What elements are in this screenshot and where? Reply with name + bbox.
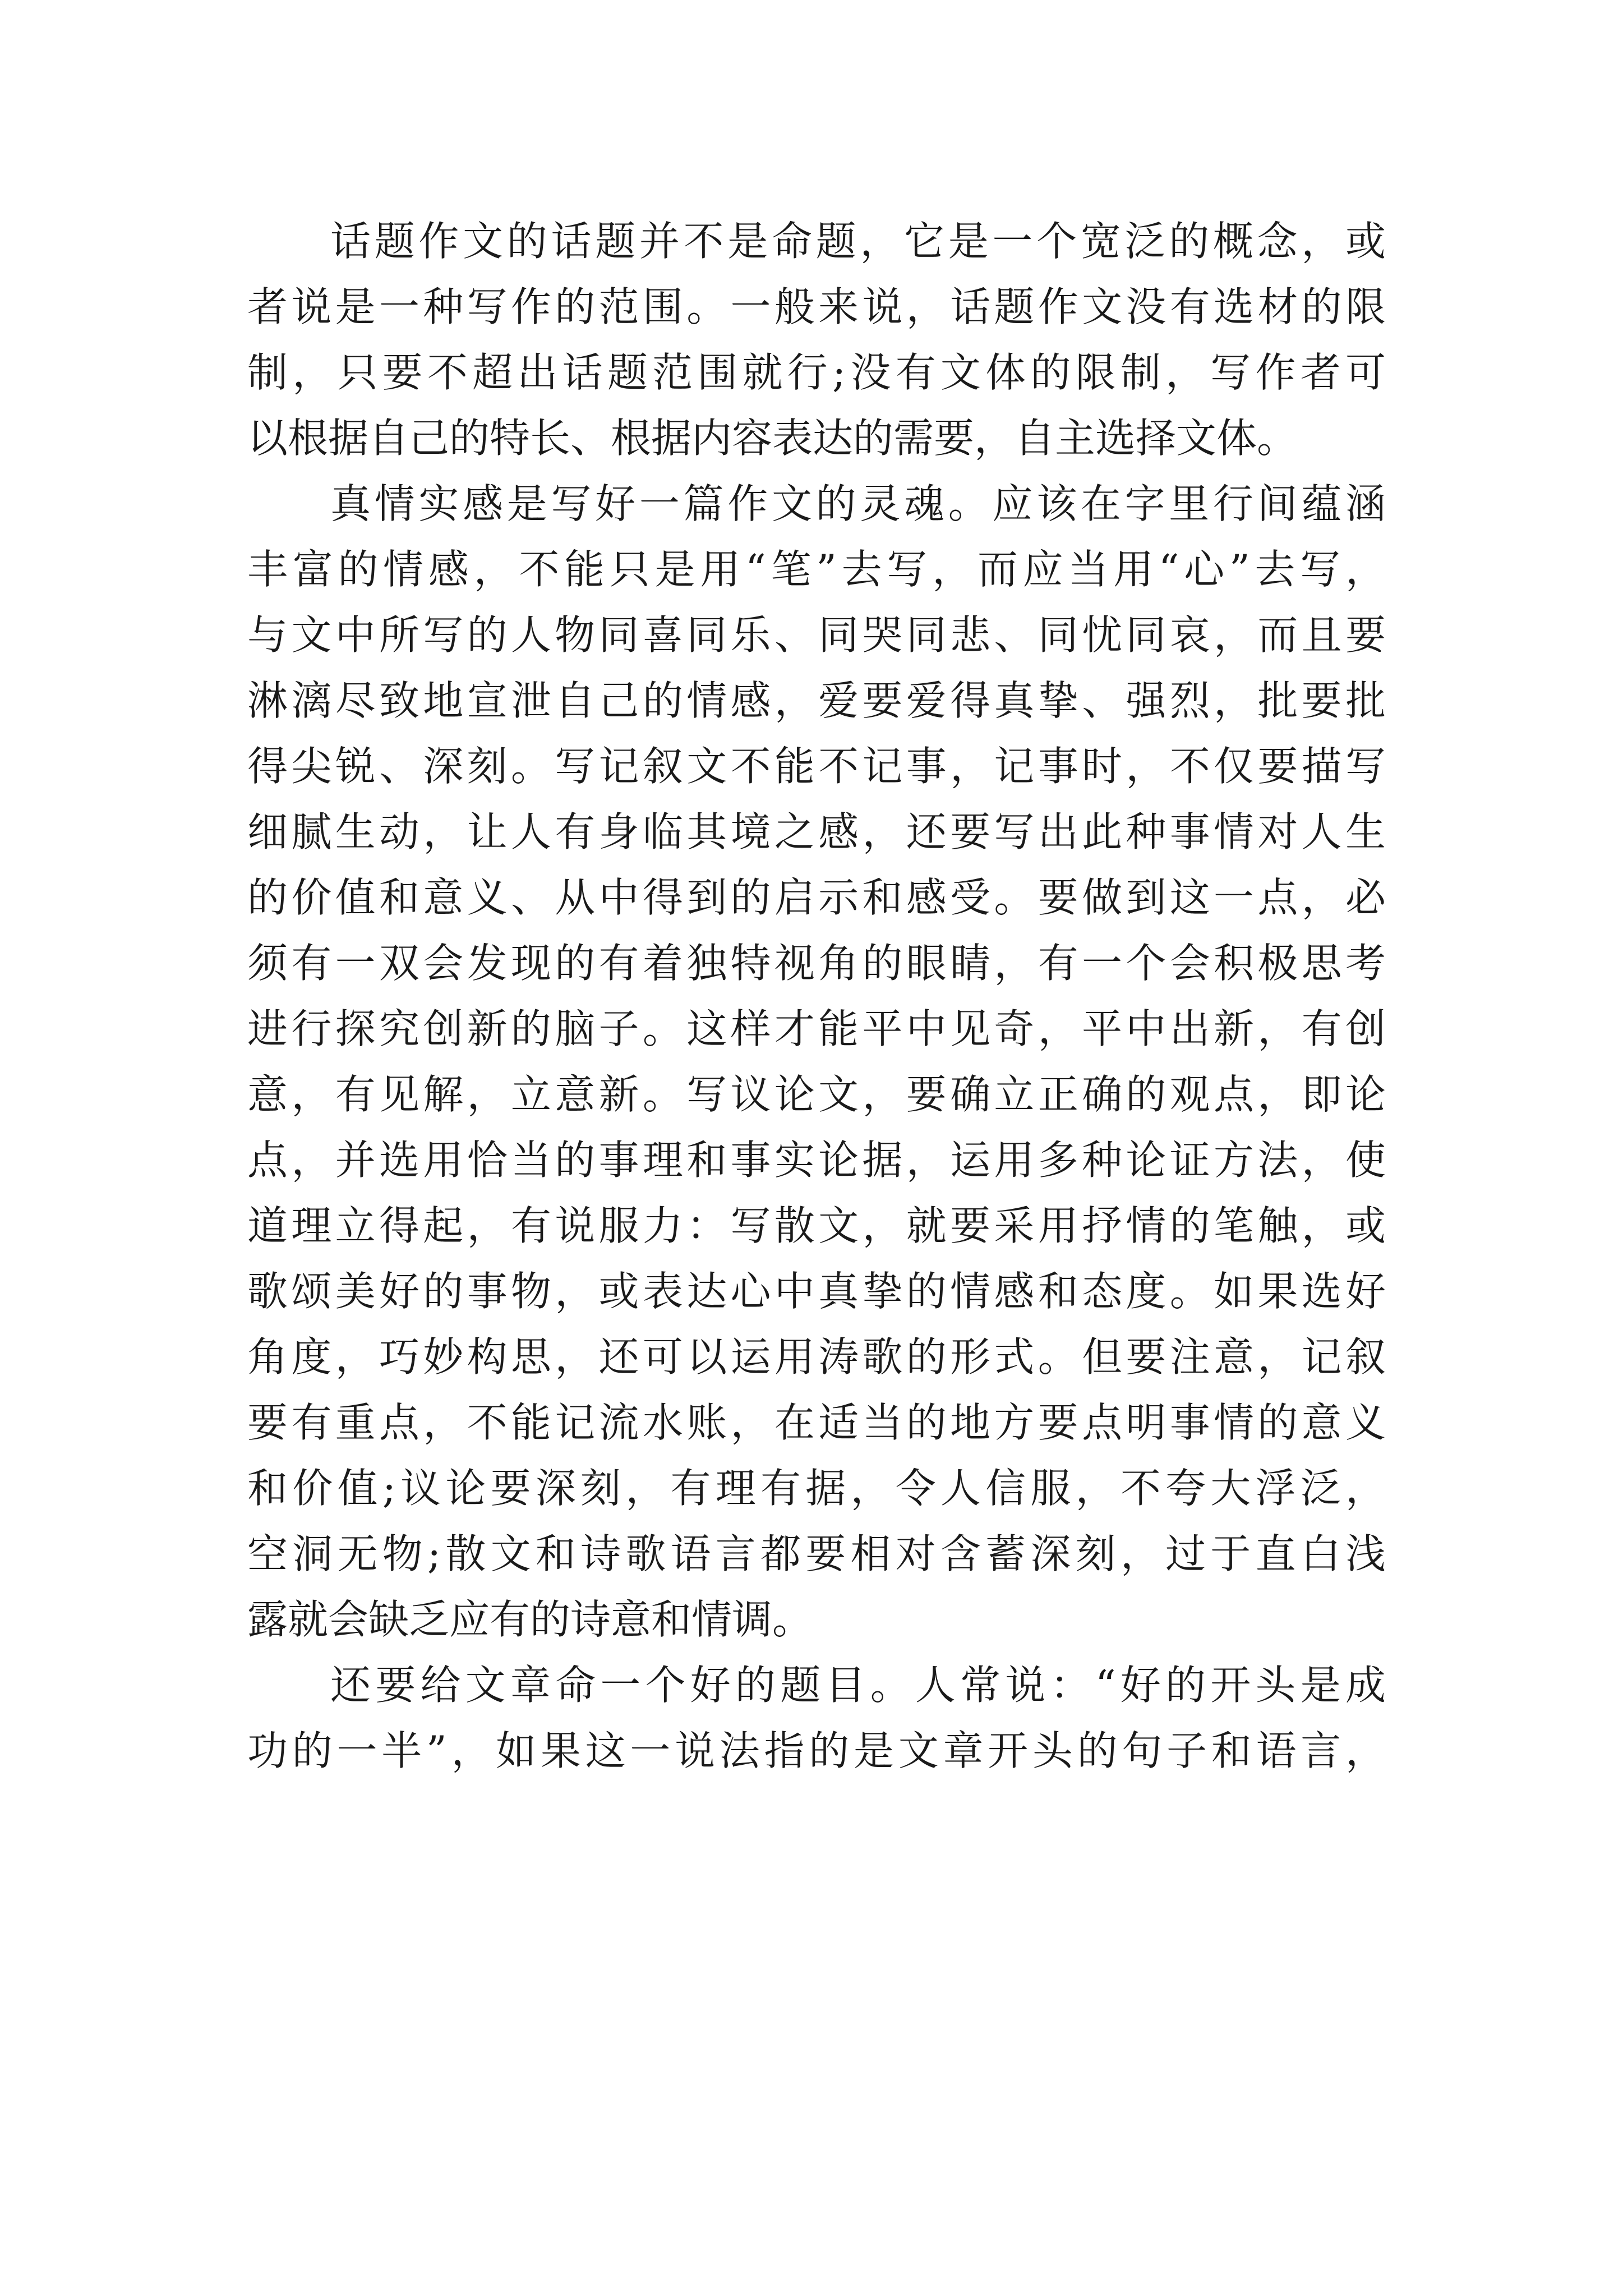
- text-line: 和价值;议论要深刻，有理有据，令人信服，不夸大浮泛，: [247, 1465, 1386, 1512]
- paragraph-true-feelings: [247, 471, 1386, 1653]
- text-line: 的价值和意义、从中得到的启示和感受。要做到这一点，必: [247, 874, 1386, 921]
- text-line: 空洞无物;散文和诗歌语言都要相对含蓄深刻，过于直白浅: [247, 1530, 1386, 1577]
- text-line: 制，只要不超出话题范围就行;没有文体的限制，写作者可: [247, 349, 1386, 396]
- text-line: 歌颂美好的事物，或表达心中真挚的情感和态度。如果选好: [247, 1268, 1386, 1315]
- text-line: 得尖锐、深刻。写记叙文不能不记事，记事时，不仅要描写: [247, 743, 1386, 790]
- text-line: 淋漓尽致地宣泄自己的情感，爱要爱得真挚、强烈，批要批: [247, 677, 1386, 724]
- text-line: 点，并选用恰当的事理和事实论据，运用多种论证方法，使: [247, 1137, 1386, 1184]
- text-line: 还要给文章命一个好的题目。人常说：“好的开头是成: [330, 1662, 1386, 1709]
- text-line: 丰富的情感，不能只是用“笔”去写，而应当用“心”去写，: [247, 546, 1386, 593]
- text-line: 要有重点，不能记流水账，在适当的地方要点明事情的意义: [247, 1399, 1386, 1446]
- paragraph-good-title: [247, 1653, 1386, 1784]
- text-line: 道理立得起，有说服力：写散文，就要采用抒情的笔触，或: [247, 1202, 1386, 1249]
- text-line: 角度，巧妙构思，还可以运用涛歌的形式。但要注意，记叙: [247, 1333, 1386, 1381]
- text-line: 者说是一种写作的范围。一般来说，话题作文没有选材的限: [247, 283, 1386, 330]
- text-line: 与文中所写的人物同喜同乐、同哭同悲、同忧同哀，而且要: [247, 611, 1386, 659]
- paragraph-topic-essay: [247, 209, 1386, 471]
- text-line: 功的一半”，如果这一说法指的是文章开头的句子和语言，: [247, 1727, 1386, 1774]
- text-line: 进行探究创新的脑子。这样才能平中见奇，平中出新，有创: [247, 1005, 1386, 1052]
- text-line: 真情实感是写好一篇作文的灵魂。应该在字里行间蕴涵: [330, 480, 1386, 527]
- text-line: 话题作文的话题并不是命题，它是一个宽泛的概念，或: [330, 218, 1386, 265]
- text-line: 以根据自己的特长、根据内容表达的需要，自主选择文体。: [247, 415, 1298, 462]
- text-line: 须有一双会发现的有着独特视角的眼睛，有一个会积极思考: [247, 940, 1386, 987]
- text-line: 露就会缺乏应有的诗意和情调。: [247, 1596, 813, 1643]
- document-body: [247, 209, 1386, 1784]
- text-line: 意，有见解，立意新。写议论文，要确立正确的观点，即论: [247, 1071, 1386, 1118]
- text-line: 细腻生动，让人有身临其境之感，还要写出此种事情对人生: [247, 808, 1386, 855]
